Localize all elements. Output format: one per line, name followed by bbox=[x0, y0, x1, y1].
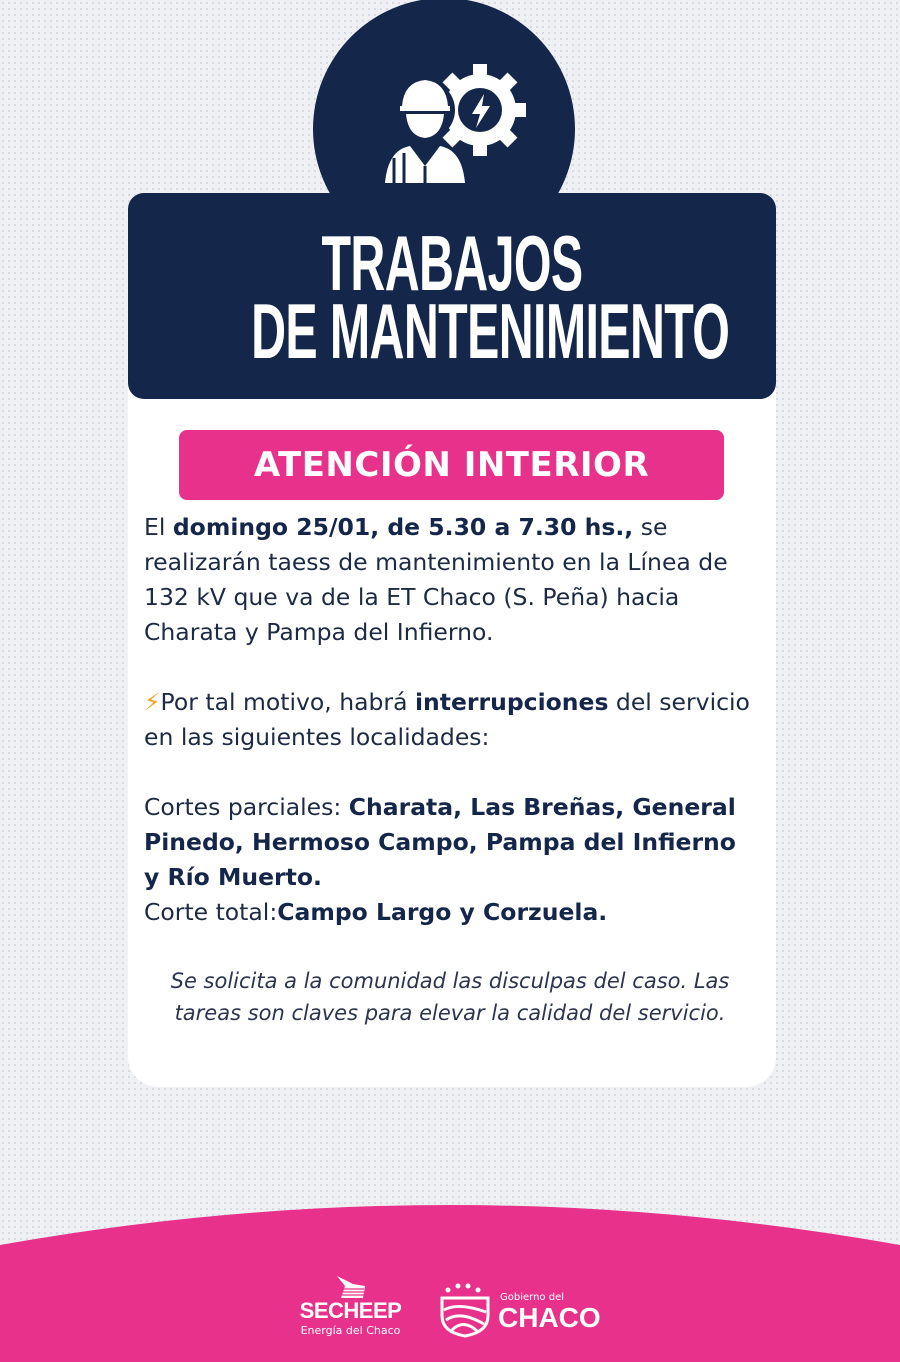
title-header bbox=[128, 193, 776, 399]
interruptions-paragraph bbox=[144, 685, 759, 755]
text: se realizarán taess de mantenimiento en la Línea de 132 kV que va de la ET Chaco (S. Peña) hacia Charata y Pampa del Infierno. bbox=[144, 513, 728, 646]
secheep-name: SECHEEP bbox=[299, 1298, 402, 1323]
announcement-body bbox=[144, 510, 759, 930]
gobierno-del-text: Gobierno del bbox=[500, 1292, 564, 1303]
text: del servicio en las siguientes localidades: bbox=[144, 688, 750, 751]
total-cuts-label: Corte total: bbox=[144, 898, 278, 926]
chaco-emblem-icon bbox=[438, 1282, 492, 1338]
atencion-interior-banner: ATENCIÓN INTERIOR bbox=[179, 430, 724, 500]
chaco-text: CHACO bbox=[498, 1302, 601, 1333]
secheep-emblem-icon bbox=[333, 1274, 369, 1300]
title-line-2: DE MANTENIMIENTO bbox=[251, 287, 730, 375]
text: Por tal motivo, habrá bbox=[160, 688, 415, 716]
schedule-paragraph bbox=[144, 510, 759, 650]
text: El bbox=[144, 513, 173, 541]
interruptions-word: interrupciones bbox=[414, 688, 609, 716]
apology-note: Se solicita a la comunidad las disculpas del caso. Las tareas son claves para elevar la calidad del servicio. bbox=[170, 969, 730, 1025]
gobierno-chaco-logo bbox=[438, 1282, 613, 1342]
partial-cuts bbox=[144, 790, 759, 895]
title-line-1: TRABAJOS bbox=[321, 219, 583, 307]
secheep-logo bbox=[293, 1274, 408, 1344]
total-cuts bbox=[144, 895, 759, 930]
partial-cuts-label: Cortes parciales: bbox=[144, 793, 349, 821]
partial-cuts-value: Charata, Las Breñas, General Pinedo, Hermoso Campo, Pampa del Infierno y Río Muerto. bbox=[144, 793, 736, 891]
date-time: domingo 25/01, de 5.30 a 7.30 hs., bbox=[172, 513, 634, 541]
total-cuts-value: Campo Largo y Corzuela. bbox=[277, 898, 608, 926]
worker-gear-lightning-icon bbox=[380, 58, 530, 188]
secheep-subtitle: Energía del Chaco bbox=[300, 1324, 401, 1337]
lightning-icon: ⚡ bbox=[144, 688, 161, 716]
